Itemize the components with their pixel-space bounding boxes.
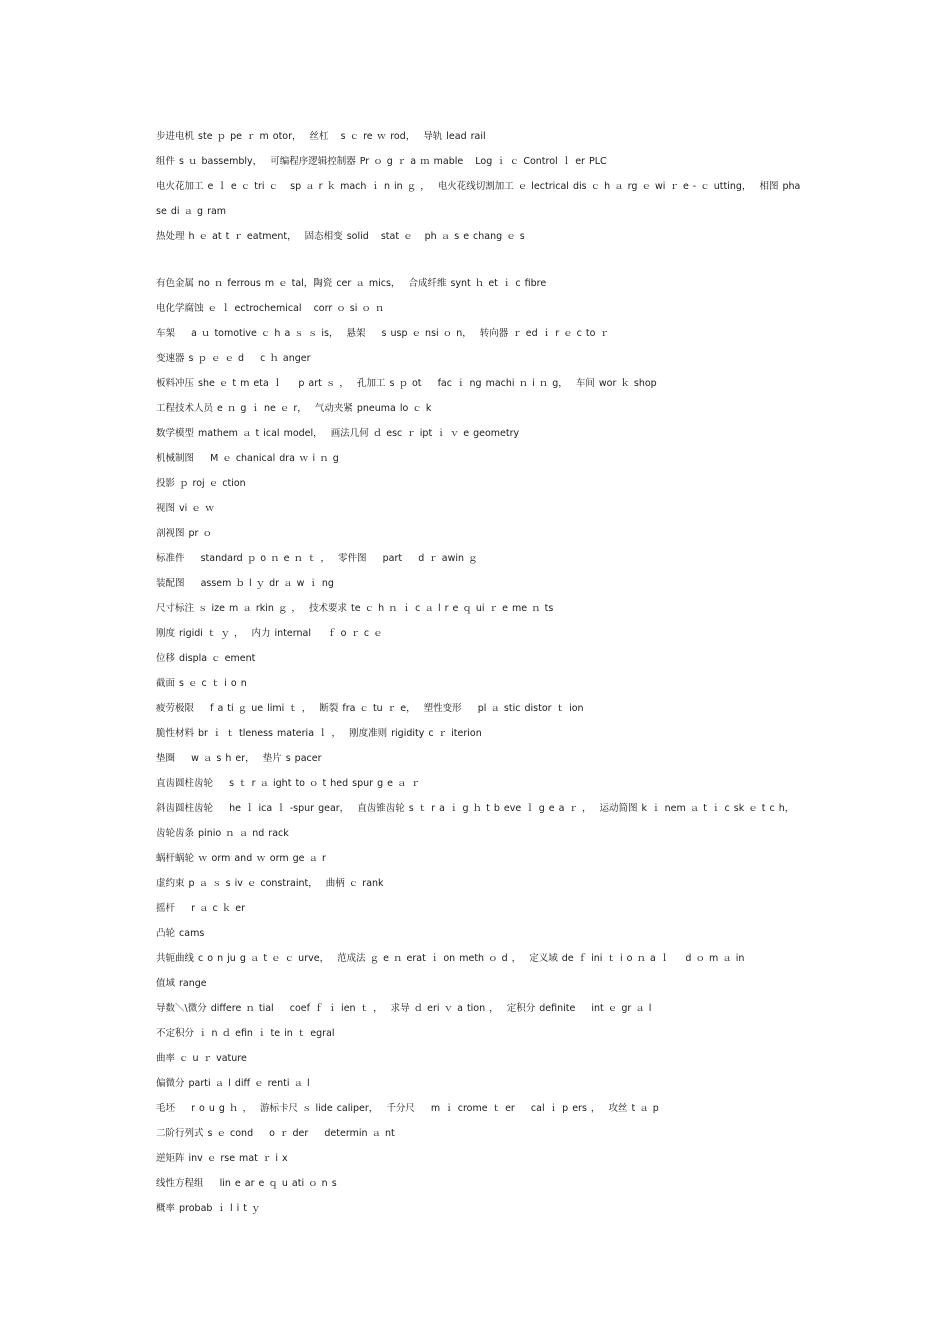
glossary-line: 标准件 standard ｐ o ｎ e ｎ ｔ ， 零件图 part d ｒ awin ｇ (156, 553, 478, 564)
glossary-line: 投影 ｐ roj ｅ ction (156, 478, 246, 489)
glossary-line: 导数＼\微分 differe ｎ tial coef ｆ ｉ ien ｔ ， 求导 ｄ eri ｖ a tion ， 定积分 definite int ｅ gr ａ l (156, 1003, 652, 1014)
glossary-line: 线性方程组 lin e ar e ｑ u ati ｏ n s (156, 1178, 337, 1189)
glossary-line: 偏微分 parti ａ l diff ｅ renti ａ l (156, 1078, 310, 1089)
glossary-line: 机械制图 M ｅ chanical dra ｗ i ｎ g (156, 453, 339, 464)
glossary-list (144, 124, 804, 1221)
glossary-line: 不定积分 ｉ n ｄ efin ｉ te in ｔ egral (156, 1028, 335, 1039)
glossary-line: 剖视图 pr ｏ (156, 528, 212, 539)
glossary-line: 蜗杆蜗轮 ｗ orm and ｗ orm ge ａ r (156, 853, 326, 864)
glossary-line: 变速器 s ｐ ｅ ｅ d c ｈ anger (156, 353, 311, 364)
glossary-line: 逆矩阵 inv ｅ rse mat ｒ i x (156, 1153, 288, 1164)
glossary-line: 凸轮 cams (156, 928, 205, 939)
glossary-line: 共轭曲线 c o n ju g ａ t ｅ ｃ urve， 范成法 ｇ e ｎ erat ｉ on meth ｏ d ， 定义域 de ｆ ini ｔ i o ｎ a ｌ d ｏ m ａ in (156, 953, 745, 964)
glossary-line: 工程技术人员 e ｎ g ｉ ne ｅ r， 气动夹紧 pneuma lo ｃ k (156, 403, 432, 414)
glossary-line: 斜齿圆柱齿轮 he ｌ ica ｌ -spur gear， 直齿锥齿轮 s ｔ r a ｉ g ｈ t b eve ｌ g e a ｒ ， 运动简图 k ｉ nem ａ t ｉ c sk ｅ t c h， 齿轮齿条 pinio ｎ ａ nd rack (156, 803, 803, 839)
glossary-line: 有色金属 no ｎ ferrous m ｅ tal，陶瓷 cer ａ mics， 合成纤维 synt ｈ et ｉ c fibre (156, 278, 547, 289)
glossary-line: 热处理 h ｅ at t ｒ eatment， 固态相变 solid stat ｅ ph ａ s e chang ｅ s (156, 231, 525, 242)
glossary-line: 板料冲压 she ｅ t m eta ｌ p art ｓ ， 孔加工 s ｐ ot fac ｉ ng machi ｎ i ｎ g， 车间 wor ｋ shop (156, 378, 657, 389)
glossary-line: 位移 displa ｃ ement (156, 653, 256, 664)
glossary-line: 尺寸标注 ｓ ize m ａ rkin ｇ ， 技术要求 te ｃ h ｎ ｉ c ａ l r e ｑ ui ｒ e me ｎ ts (156, 603, 554, 614)
glossary-line: 装配图 assem ｂ l ｙ dr ａ w ｉ ng (156, 578, 334, 589)
glossary-line: 电火花加工 e ｌ e ｃ tri ｃ sp ａ r ｋ mach ｉ n in ｇ ， 电火花线切割加工 ｅ lectrical dis ｃ h ａ rg ｅ wi ｒ e - ｃ utting， 相图 phase di ａ g ram (156, 181, 801, 217)
glossary-line: 电化学腐蚀 ｅ ｌ ectrochemical corr ｏ si ｏ ｎ (156, 303, 385, 314)
glossary-line: 虚约束 p ａ ｓ s iv ｅ constraint， 曲柄 ｃ rank (156, 878, 384, 889)
glossary-line: 脆性材料 br ｉ ｔ tleness materia ｌ ， 刚度准则 rigidity c ｒ iterion (156, 728, 482, 739)
glossary-line: 直齿圆柱齿轮 s ｔ r ａ ight to ｏ t hed spur g e ａ ｒ (156, 778, 421, 789)
glossary-line: 数学模型 mathem ａ t ical model， 画法几何 ｄ esc ｒ ipt ｉ ｖ e geometry (156, 428, 520, 439)
glossary-line: 视图 vi ｅ ｗ (156, 503, 215, 514)
glossary-line: 值域 range (156, 978, 207, 989)
glossary-line: 截面 s ｅ c ｔ i o n (156, 678, 247, 689)
glossary-line: 摇杆 r ａ c ｋ er (156, 903, 246, 914)
glossary-line: 概率 probab ｉ l i t ｙ (156, 1203, 261, 1214)
glossary-line: 组件 s ｕ bassembly， 可编程序逻辑控制器 Pr ｏ g ｒ a ｍ mable Log ｉ ｃ Control ｌ er PLC (156, 156, 607, 167)
glossary-line: 车架 a ｕ tomotive ｃ h a ｓ ｓ is， 悬架 s usp ｅ nsi ｏ n， 转向器 ｒ ed ｉ r ｅ c to ｒ (156, 328, 609, 339)
glossary-line: 曲率 ｃ u ｒ vature (156, 1053, 247, 1064)
glossary-line: 步进电机 ste ｐ pe ｒ m otor， 丝杠 s ｃ re ｗ rod， 导轨 lead rail (156, 131, 486, 142)
glossary-line: 疲劳极限 f a ti ｇ ue limi ｔ ， 断裂 fra ｃ tu ｒ e， 塑性变形 pl ａ stic distor ｔ ion (156, 703, 584, 714)
glossary-line: 毛坯 r o u g ｈ ， 游标卡尺 ｓ lide caliper， 千分尺 m ｉ crome ｔ er cal ｉ p ers ， 攻丝 t ａ p (156, 1103, 659, 1114)
glossary-line: 垫圈 w ａ s h er， 垫片 s pacer (156, 753, 322, 764)
paragraph-gap (144, 249, 804, 271)
glossary-line: 二阶行列式 s ｅ cond o ｒ der determin ａ nt (156, 1128, 395, 1139)
glossary-line: 刚度 rigidi ｔ ｙ ， 内力 internal ｆ o ｒ c ｅ (156, 628, 383, 639)
